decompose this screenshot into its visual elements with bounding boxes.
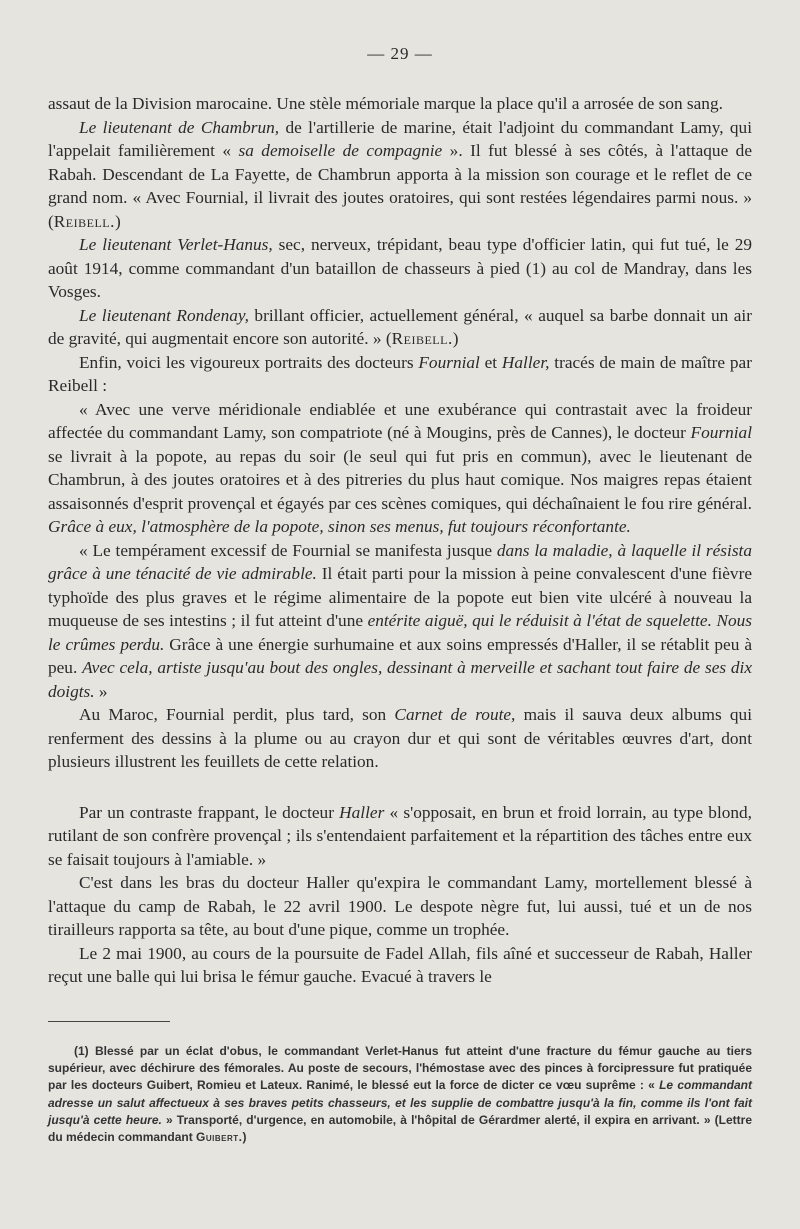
text-run: « s'opposait, en brun et froid lorrain, au type blond, rutilant de son confrère provençal ; ils s'entendaient parfaitement et la répartition des tâches entre eux se faisait toujours à l'amiable. » [48, 802, 752, 869]
italic-text: Le lieutenant de Chambrun, [79, 117, 280, 137]
text-run: ) [114, 211, 121, 231]
text-run: ) [452, 329, 459, 348]
paragraph-p3 [48, 233, 752, 304]
text-run: C'est dans les bras du docteur Haller qu'expira le commandant Lamy, mortellement blessé à l'attaque du camp de Rabah, le 22 avril 1900. Le despote nègre fut, lui aussi, tué et un de nos tirailleurs rapporta sa tête, au bout d'une pique, comme un trophée. [48, 873, 752, 939]
small-caps-text: Guibert. [196, 1130, 243, 1145]
text-run: Au Maroc, Fournial perdit, plus tard, son [79, 705, 395, 724]
text-run: (1) Blessé par un éclat d'obus, le commandant Verlet-Hanus fut atteint d'une fracture du fémur gauche au tiers supérieur, avec déchirure des fémorales. Au poste de secours, l'hémostase avec des pinces à forcipressure fut pratiquée par les docteurs Guibert, Romieu et Lateux. Ranimé, le blessé eut la force de dicter ce vœu suprême : « [48, 1044, 752, 1093]
italic-text: Haller [339, 802, 385, 822]
text-run: Il était parti pour la mission à peine convalescent d'une fièvre typhoïde des plus graves et le régime alimentaire de la popote eut bien vite ulcéré à nouveau la muqueuse de ses intestins ; il fut atteint d'une [48, 564, 752, 630]
paragraph-p7 [48, 539, 752, 704]
italic-text: sa demoiselle de compagnie [238, 141, 443, 160]
italic-text: Carnet de route, [394, 705, 516, 724]
footnote-1 [48, 1043, 752, 1146]
paragraph-p8 [48, 703, 752, 774]
text-run: brillant officier, actuellement général, « auquel sa barbe donnait un air de gravité, qui augmentait encore son autorité. » ( [48, 305, 752, 348]
paragraph-p9 [48, 801, 752, 872]
text-run: de l'artillerie de marine, était l'adjoint du commandant Lamy, qui l'appelait familièrement « [48, 117, 752, 160]
italic-text: Avec cela, artiste jusqu'au bout des ongles, dessinant à merveille et sachant tout faire de ses dix doigts. [48, 658, 752, 701]
paragraph-p2 [48, 116, 752, 234]
text-run: ) [242, 1130, 247, 1145]
text-run: ». Il fut blessé à ses côtés, à l'attaque de Rabah. Descendant de La Fayette, de Chambrun apporta à la mission son courage et le reflet de ce grand nom. « Avec Fournial, il livrait des joutes oratoires, qui sont restées légendaires parmi nous. » ( [48, 141, 752, 231]
italic-text: dans la maladie, à laquelle il résista grâce à une ténacité de vie admirable. [48, 540, 752, 583]
text-run: » [94, 681, 108, 701]
footnote-rule [48, 1021, 170, 1022]
text-run: et [479, 352, 502, 372]
paragraph-p1 [48, 92, 752, 116]
italic-text: entérite aiguë, qui le réduisit à l'état de squelette. Nous le crûmes perdu. [48, 611, 753, 654]
text-run: assaut de la Division marocaine. Une stèle mémoriale marque la place qu'il a arrosée de son sang. [48, 94, 723, 113]
paragraph-p11 [48, 942, 752, 989]
italic-text: Grâce à eux, l'atmosphère de la popote, sinon ses menus, fut toujours réconfortante. [48, 517, 631, 536]
italic-text: Le commandant adresse un salut affectueux à ses braves petits chasseurs, et les supplie de combattre jusqu'à la fin, comme ils l'ont fait jusqu'à cette heure. [48, 1078, 753, 1127]
text-run: « Avec une verve méridionale endiablée et une exubérance qui contrastait avec la froideur affectée du commandant Lamy, son compatriote (né à Mougins, près de Cannes), le docteur [48, 399, 752, 442]
paragraph-p10 [48, 871, 752, 942]
text-run: Enfin, voici les vigoureux portraits des docteurs [79, 352, 419, 372]
text-run: sec, nerveux, trépidant, beau type d'officier latin, qui fut tué, le 29 août 1914, comme commandant d'un bataillon de chasseurs à pied (1) au col de Mandray, dans les Vosges. [48, 235, 752, 301]
body-text [48, 92, 752, 989]
italic-text: Le lieutenant Rondenay, [79, 305, 249, 325]
page-number: — 29 — [367, 44, 433, 63]
paragraph-p5 [48, 351, 752, 398]
text-run: Par un contraste frappant, le docteur [79, 802, 340, 822]
text-run: Le 2 mai 1900, au cours de la poursuite de Fadel Allah, fils aîné et successeur de Rabah, Haller reçut une balle qui lui brisa le fémur gauche. Evacué à travers le [48, 943, 752, 986]
text-run: se livrait à la popote, au repas du soir (le seul qui fut pris en commun), avec le lieutenant de Chambrun, à des joutes oratoires et à des pitreries du plus haut comique. Nos maigres repas étaient assaisonnés d'esprit provençal et égayés par ces scènes comiques, qui déchaînaient le fou rire général. [48, 446, 752, 513]
small-caps-text: Reibell. [391, 329, 453, 348]
text-run: tracés de main de maître par Reibell : [48, 352, 752, 395]
italic-text: Fournial [418, 352, 480, 372]
paragraph-p4 [48, 304, 752, 351]
footnotes [48, 1043, 752, 1146]
text-run: » Transporté, d'urgence, en automobile, à l'hôpital de Gérardmer alerté, il expira en arrivant. » (Lettre du médecin commandant [48, 1112, 753, 1145]
text-run: Grâce à une énergie surhumaine et aux soins empressés d'Haller, il se rétablit peu à peu. [48, 634, 752, 677]
small-caps-text: Reibell. [53, 211, 115, 231]
italic-text: Haller, [501, 352, 550, 372]
italic-text: Fournial [690, 423, 752, 442]
text-run: mais il sauva deux albums qui renferment des dessins à la plume ou au crayon dur et qui sont de véritables œuvres d'art, dont plusieurs illustrent les feuillets de cette relation. [48, 705, 752, 771]
paragraph-p6 [48, 398, 752, 539]
italic-text: Le lieutenant Verlet-Hanus, [79, 235, 273, 254]
text-run: « Le tempérament excessif de Fournial se manifesta jusque [79, 540, 497, 560]
